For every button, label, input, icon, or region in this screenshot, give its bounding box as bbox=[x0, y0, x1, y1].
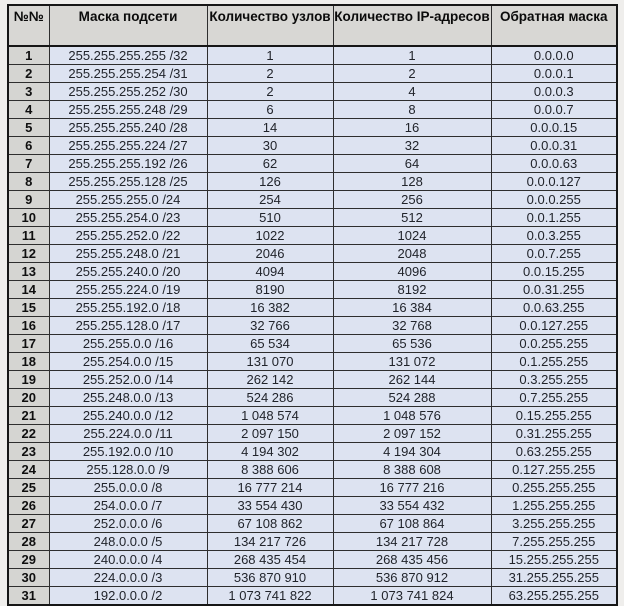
table-header-row bbox=[8, 5, 617, 46]
host-count-cell: 16 777 214 bbox=[207, 479, 333, 497]
ip-count-cell: 16 777 216 bbox=[333, 479, 491, 497]
subnet-mask-cell: 224.0.0.0 /3 bbox=[49, 569, 207, 587]
row-number-cell: 22 bbox=[8, 425, 49, 443]
subnet-mask-cell: 255.128.0.0 /9 bbox=[49, 461, 207, 479]
row-number-cell: 6 bbox=[8, 137, 49, 155]
col-header-number: №№ bbox=[8, 5, 49, 46]
ip-count-cell: 8192 bbox=[333, 281, 491, 299]
row-number-cell: 14 bbox=[8, 281, 49, 299]
host-count-cell: 2 bbox=[207, 65, 333, 83]
host-count-cell: 62 bbox=[207, 155, 333, 173]
row-number-cell: 10 bbox=[8, 209, 49, 227]
ip-count-cell: 4 194 304 bbox=[333, 443, 491, 461]
wildcard-mask-cell: 0.0.0.3 bbox=[491, 83, 617, 101]
host-count-cell: 2 097 150 bbox=[207, 425, 333, 443]
ip-count-cell: 4 bbox=[333, 83, 491, 101]
host-count-cell: 32 766 bbox=[207, 317, 333, 335]
table-row bbox=[8, 407, 617, 425]
host-count-cell: 67 108 862 bbox=[207, 515, 333, 533]
wildcard-mask-cell: 0.63.255.255 bbox=[491, 443, 617, 461]
table-row bbox=[8, 46, 617, 65]
row-number-cell: 29 bbox=[8, 551, 49, 569]
row-number-cell: 9 bbox=[8, 191, 49, 209]
table-row bbox=[8, 443, 617, 461]
wildcard-mask-cell: 0.0.0.0 bbox=[491, 46, 617, 65]
table-row bbox=[8, 299, 617, 317]
host-count-cell: 524 286 bbox=[207, 389, 333, 407]
row-number-cell: 16 bbox=[8, 317, 49, 335]
subnet-mask-cell: 255.255.255.192 /26 bbox=[49, 155, 207, 173]
row-number-cell: 21 bbox=[8, 407, 49, 425]
subnet-mask-cell: 255.248.0.0 /13 bbox=[49, 389, 207, 407]
col-header-ip-count: Количество IP-адресов bbox=[333, 5, 491, 46]
table-row bbox=[8, 119, 617, 137]
host-count-cell: 30 bbox=[207, 137, 333, 155]
wildcard-mask-cell: 0.3.255.255 bbox=[491, 371, 617, 389]
row-number-cell: 31 bbox=[8, 587, 49, 606]
subnet-mask-cell: 255.255.255.128 /25 bbox=[49, 173, 207, 191]
wildcard-mask-cell: 0.0.0.63 bbox=[491, 155, 617, 173]
wildcard-mask-cell: 0.0.3.255 bbox=[491, 227, 617, 245]
host-count-cell: 254 bbox=[207, 191, 333, 209]
host-count-cell: 1 bbox=[207, 46, 333, 65]
row-number-cell: 8 bbox=[8, 173, 49, 191]
subnet-mask-cell: 255.255.255.240 /28 bbox=[49, 119, 207, 137]
row-number-cell: 20 bbox=[8, 389, 49, 407]
wildcard-mask-cell: 31.255.255.255 bbox=[491, 569, 617, 587]
subnet-mask-cell: 255.255.255.248 /29 bbox=[49, 101, 207, 119]
wildcard-mask-cell: 0.0.1.255 bbox=[491, 209, 617, 227]
row-number-cell: 1 bbox=[8, 46, 49, 65]
table-row bbox=[8, 551, 617, 569]
subnet-mask-cell: 255.255.255.252 /30 bbox=[49, 83, 207, 101]
ip-count-cell: 16 bbox=[333, 119, 491, 137]
host-count-cell: 6 bbox=[207, 101, 333, 119]
subnet-mask-cell: 255.255.255.255 /32 bbox=[49, 46, 207, 65]
subnet-mask-cell: 255.255.192.0 /18 bbox=[49, 299, 207, 317]
host-count-cell: 2 bbox=[207, 83, 333, 101]
table-row bbox=[8, 479, 617, 497]
host-count-cell: 8 388 606 bbox=[207, 461, 333, 479]
wildcard-mask-cell: 0.15.255.255 bbox=[491, 407, 617, 425]
ip-count-cell: 512 bbox=[333, 209, 491, 227]
subnet-mask-cell: 255.255.0.0 /16 bbox=[49, 335, 207, 353]
wildcard-mask-cell: 0.0.0.31 bbox=[491, 137, 617, 155]
row-number-cell: 24 bbox=[8, 461, 49, 479]
subnet-mask-cell: 255.255.252.0 /22 bbox=[49, 227, 207, 245]
ip-count-cell: 8 388 608 bbox=[333, 461, 491, 479]
ip-count-cell: 524 288 bbox=[333, 389, 491, 407]
table-row bbox=[8, 371, 617, 389]
host-count-cell: 65 534 bbox=[207, 335, 333, 353]
host-count-cell: 4094 bbox=[207, 263, 333, 281]
ip-count-cell: 16 384 bbox=[333, 299, 491, 317]
row-number-cell: 4 bbox=[8, 101, 49, 119]
wildcard-mask-cell: 0.0.0.127 bbox=[491, 173, 617, 191]
table-row bbox=[8, 425, 617, 443]
host-count-cell: 1022 bbox=[207, 227, 333, 245]
subnet-mask-cell: 255.255.224.0 /19 bbox=[49, 281, 207, 299]
host-count-cell: 510 bbox=[207, 209, 333, 227]
row-number-cell: 2 bbox=[8, 65, 49, 83]
table-row bbox=[8, 65, 617, 83]
ip-count-cell: 128 bbox=[333, 173, 491, 191]
ip-count-cell: 32 bbox=[333, 137, 491, 155]
host-count-cell: 33 554 430 bbox=[207, 497, 333, 515]
host-count-cell: 16 382 bbox=[207, 299, 333, 317]
host-count-cell: 536 870 910 bbox=[207, 569, 333, 587]
wildcard-mask-cell: 0.0.31.255 bbox=[491, 281, 617, 299]
host-count-cell: 8190 bbox=[207, 281, 333, 299]
table-row bbox=[8, 227, 617, 245]
wildcard-mask-cell: 0.7.255.255 bbox=[491, 389, 617, 407]
host-count-cell: 131 070 bbox=[207, 353, 333, 371]
subnet-mask-cell: 255.255.254.0 /23 bbox=[49, 209, 207, 227]
subnet-mask-cell: 255.255.128.0 /17 bbox=[49, 317, 207, 335]
table-row bbox=[8, 317, 617, 335]
subnet-mask-cell: 255.255.255.224 /27 bbox=[49, 137, 207, 155]
wildcard-mask-cell: 0.0.127.255 bbox=[491, 317, 617, 335]
table-row bbox=[8, 245, 617, 263]
row-number-cell: 5 bbox=[8, 119, 49, 137]
table-row bbox=[8, 497, 617, 515]
wildcard-mask-cell: 7.255.255.255 bbox=[491, 533, 617, 551]
subnet-mask-cell: 240.0.0.0 /4 bbox=[49, 551, 207, 569]
row-number-cell: 12 bbox=[8, 245, 49, 263]
table-row bbox=[8, 569, 617, 587]
wildcard-mask-cell: 0.0.0.1 bbox=[491, 65, 617, 83]
row-number-cell: 3 bbox=[8, 83, 49, 101]
row-number-cell: 18 bbox=[8, 353, 49, 371]
table-row bbox=[8, 335, 617, 353]
ip-count-cell: 33 554 432 bbox=[333, 497, 491, 515]
table-row bbox=[8, 137, 617, 155]
subnet-mask-cell: 255.255.255.254 /31 bbox=[49, 65, 207, 83]
wildcard-mask-cell: 0.0.15.255 bbox=[491, 263, 617, 281]
table-row bbox=[8, 209, 617, 227]
row-number-cell: 25 bbox=[8, 479, 49, 497]
ip-count-cell: 64 bbox=[333, 155, 491, 173]
ip-count-cell: 1 048 576 bbox=[333, 407, 491, 425]
subnet-mask-cell: 255.0.0.0 /8 bbox=[49, 479, 207, 497]
ip-count-cell: 2048 bbox=[333, 245, 491, 263]
row-number-cell: 19 bbox=[8, 371, 49, 389]
table-row bbox=[8, 587, 617, 606]
ip-count-cell: 67 108 864 bbox=[333, 515, 491, 533]
subnet-mask-cell: 255.224.0.0 /11 bbox=[49, 425, 207, 443]
wildcard-mask-cell: 0.0.63.255 bbox=[491, 299, 617, 317]
subnet-mask-cell: 192.0.0.0 /2 bbox=[49, 587, 207, 606]
table-row bbox=[8, 389, 617, 407]
table-row bbox=[8, 83, 617, 101]
subnet-mask-cell: 252.0.0.0 /6 bbox=[49, 515, 207, 533]
subnet-mask-cell: 255.192.0.0 /10 bbox=[49, 443, 207, 461]
table-row bbox=[8, 515, 617, 533]
wildcard-mask-cell: 0.255.255.255 bbox=[491, 479, 617, 497]
subnet-mask-cell: 255.240.0.0 /12 bbox=[49, 407, 207, 425]
wildcard-mask-cell: 0.0.0.15 bbox=[491, 119, 617, 137]
host-count-cell: 262 142 bbox=[207, 371, 333, 389]
subnet-mask-cell: 255.252.0.0 /14 bbox=[49, 371, 207, 389]
host-count-cell: 4 194 302 bbox=[207, 443, 333, 461]
ip-count-cell: 536 870 912 bbox=[333, 569, 491, 587]
host-count-cell: 14 bbox=[207, 119, 333, 137]
ip-count-cell: 8 bbox=[333, 101, 491, 119]
ip-count-cell: 134 217 728 bbox=[333, 533, 491, 551]
table-row bbox=[8, 263, 617, 281]
ip-count-cell: 268 435 456 bbox=[333, 551, 491, 569]
row-number-cell: 23 bbox=[8, 443, 49, 461]
table-row bbox=[8, 173, 617, 191]
subnet-mask-cell: 248.0.0.0 /5 bbox=[49, 533, 207, 551]
col-header-host-count: Количество узлов bbox=[207, 5, 333, 46]
table-row bbox=[8, 155, 617, 173]
wildcard-mask-cell: 0.0.255.255 bbox=[491, 335, 617, 353]
table-row bbox=[8, 353, 617, 371]
host-count-cell: 2046 bbox=[207, 245, 333, 263]
wildcard-mask-cell: 1.255.255.255 bbox=[491, 497, 617, 515]
row-number-cell: 26 bbox=[8, 497, 49, 515]
table-row bbox=[8, 461, 617, 479]
host-count-cell: 268 435 454 bbox=[207, 551, 333, 569]
col-header-wildcard-mask: Обратная маска bbox=[491, 5, 617, 46]
col-header-subnet-mask: Маска подсети bbox=[49, 5, 207, 46]
wildcard-mask-cell: 3.255.255.255 bbox=[491, 515, 617, 533]
wildcard-mask-cell: 0.0.7.255 bbox=[491, 245, 617, 263]
ip-count-cell: 1024 bbox=[333, 227, 491, 245]
ip-count-cell: 131 072 bbox=[333, 353, 491, 371]
host-count-cell: 1 073 741 822 bbox=[207, 587, 333, 606]
subnet-mask-table-container bbox=[7, 4, 616, 606]
subnet-mask-cell: 254.0.0.0 /7 bbox=[49, 497, 207, 515]
row-number-cell: 7 bbox=[8, 155, 49, 173]
row-number-cell: 17 bbox=[8, 335, 49, 353]
row-number-cell: 13 bbox=[8, 263, 49, 281]
wildcard-mask-cell: 0.127.255.255 bbox=[491, 461, 617, 479]
ip-count-cell: 256 bbox=[333, 191, 491, 209]
wildcard-mask-cell: 0.0.0.255 bbox=[491, 191, 617, 209]
subnet-mask-cell: 255.254.0.0 /15 bbox=[49, 353, 207, 371]
table-row bbox=[8, 101, 617, 119]
ip-count-cell: 262 144 bbox=[333, 371, 491, 389]
host-count-cell: 134 217 726 bbox=[207, 533, 333, 551]
host-count-cell: 1 048 574 bbox=[207, 407, 333, 425]
table-row bbox=[8, 281, 617, 299]
ip-count-cell: 4096 bbox=[333, 263, 491, 281]
ip-count-cell: 32 768 bbox=[333, 317, 491, 335]
wildcard-mask-cell: 63.255.255.255 bbox=[491, 587, 617, 606]
row-number-cell: 11 bbox=[8, 227, 49, 245]
wildcard-mask-cell: 0.1.255.255 bbox=[491, 353, 617, 371]
ip-count-cell: 1 073 741 824 bbox=[333, 587, 491, 606]
subnet-mask-cell: 255.255.255.0 /24 bbox=[49, 191, 207, 209]
row-number-cell: 30 bbox=[8, 569, 49, 587]
ip-count-cell: 2 097 152 bbox=[333, 425, 491, 443]
row-number-cell: 15 bbox=[8, 299, 49, 317]
subnet-mask-cell: 255.255.248.0 /21 bbox=[49, 245, 207, 263]
subnet-mask-cell: 255.255.240.0 /20 bbox=[49, 263, 207, 281]
subnet-mask-table bbox=[7, 4, 618, 606]
ip-count-cell: 1 bbox=[333, 46, 491, 65]
row-number-cell: 28 bbox=[8, 533, 49, 551]
table-row bbox=[8, 533, 617, 551]
wildcard-mask-cell: 0.31.255.255 bbox=[491, 425, 617, 443]
row-number-cell: 27 bbox=[8, 515, 49, 533]
table-row bbox=[8, 191, 617, 209]
ip-count-cell: 2 bbox=[333, 65, 491, 83]
ip-count-cell: 65 536 bbox=[333, 335, 491, 353]
host-count-cell: 126 bbox=[207, 173, 333, 191]
wildcard-mask-cell: 15.255.255.255 bbox=[491, 551, 617, 569]
wildcard-mask-cell: 0.0.0.7 bbox=[491, 101, 617, 119]
